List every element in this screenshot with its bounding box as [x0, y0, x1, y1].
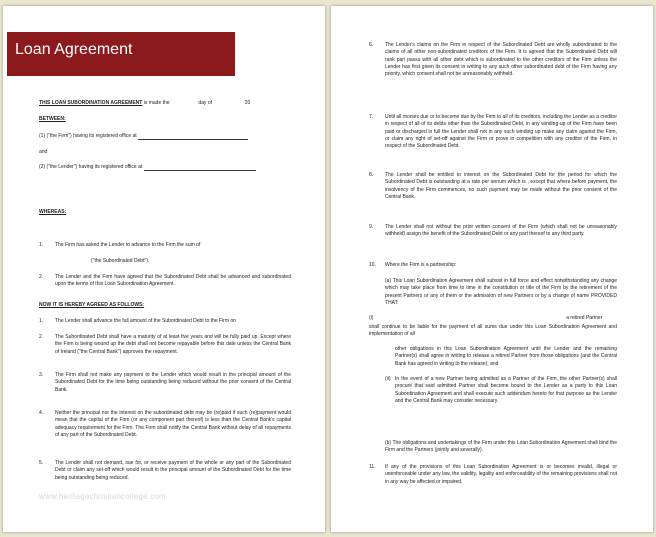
and-text: and [39, 149, 48, 155]
clause-4-text: Neither the principal nor the interest on the subordinated debt may be (re)paid if such (re)payment would mean that the capital of the Firm (or any component part thereof) is less than the Central Bank's capital adequacy requirement for the Firm. The Firm shall notify the Central Bank without delay of all repayments of any part of the Subordinated Debt. [55, 410, 291, 438]
clause-11-text: If any of the provisions of this Loan Subordination Agreement is or becomes invalid, illegal or unenforceable under any law, the validity, legality and enforceability of the remaining provisions shall not in any way be affected or impaired. [385, 464, 617, 485]
clause-10a-text: (a) This Loan Subordination Agreement shall subsist in full force and effect notwithstanding any change which may take place from time to time in the constitution or title of the Firm by the retirement of the present Partners or any of them or the admission of new Partners or by a change of name PROVIDED THAT: [385, 278, 617, 306]
clause-5-num: 5. [39, 460, 44, 466]
document-title: Loan Agreement [7, 32, 235, 76]
clause-8-num: 8. [369, 172, 374, 178]
clause-9-num: 9. [369, 224, 374, 230]
clause-3-num: 3. [39, 372, 44, 378]
clause-1-text: The Lender shall advance the full amount of the Subordinated Debt to the Firm on [55, 318, 236, 324]
clause-2-num: 2. [39, 334, 44, 340]
agreement-intro-line: THIS LOAN SUBORDINATION AGREEMENT is made the day of 20 [39, 100, 251, 106]
clause-10a-i-cont: other obligations in this Loan Subordination Agreement until the Lender and the remaining Partner(s) shall agree in writing to release a retired Partner from those obligations (and the Central Bank has agreed in writing to the release); and [395, 346, 617, 367]
document-page-2 [331, 6, 653, 532]
clause-10a-i-text: shall continue to be liable for the payment of all sums due under this Loan Subordination Agreement and implementation of all [369, 324, 617, 338]
whereas-1-num: 1. [39, 242, 44, 248]
clause-6-num: 6. [369, 42, 374, 48]
firm-party-line: (1) ("the Firm") having its registered office at [39, 133, 248, 140]
whereas-heading: WHEREAS: [39, 209, 67, 215]
whereas-2-text: The Lender and the Firm have agreed that the Subordinated Debt shall be advanced and subordinated upon the terms of this Loan Subordination Agreement. [55, 274, 291, 288]
clause-8-text: The Lender shall be entitled to interest on the Subordinated Debt for the period for which the Subordinated Debt is outstanding at a rate per annum which is , except that where before payment, the insolvency of the Firm commences, no such payment may be made without the prior consent of the Central Bank. [385, 172, 617, 200]
clause-2-text: The Subordinated Debt shall have a maturity of at least five years and will be fully paid up. Except where the Firm is being wound up the debt shall not become repayable before this date unless the Central Bank of Ireland ("the Central Bank") approves the repayment. [55, 334, 291, 355]
clause-10a-i-line: (i) a retired Partner [369, 315, 603, 321]
clause-5-text: The Lender shall not demand, sue for, or receive payment of the whole or any part of the Subordinated Debt or claim any set-off which would result in the principal amount of the Subordinated Debt for the time being outstanding being reduced. [55, 460, 291, 481]
clause-6-text: The Lender's claims on the Firm in respect of the Subordinated Debt are wholly subordinated to the claims of all other non-subordinated creditors of the Firm. It is agreed that the Subordinated Debt will rank pari passu with all other debt which is subordinated to the other creditors of the Firm unless the Lender has first given its consent in writing to any such other subordinated debt of the Firm having any priority, which consent shall not be unreasonably withheld. [385, 42, 617, 78]
lender-party-line: (2) ("the Lender") having its registered office at [39, 164, 256, 171]
clause-3-text: The Firm shall not make any payment to the Lender which would result in the principal amount of the Subordinated Debt for the time being outstanding being reduced without the prior consent of the Central Bank. [55, 372, 291, 393]
watermark-text: www.heritagechristiancollege.com [39, 492, 166, 501]
clause-10-num: 10. [369, 262, 376, 268]
document-page-1 [3, 6, 325, 532]
now-agreed-heading: NOW IT IS HEREBY AGREED AS FOLLOWS: [39, 302, 145, 308]
clause-9-text: The Lender shall not without the prior written consent of the Firm (which shall not be unreasonably withheld) assign the benefit of the Subordinated Debt or any part thereof to any third party. [385, 224, 617, 238]
between-heading: BETWEEN: [39, 116, 66, 122]
clause-7-text: Until all monies due or to become due by the Firm to all of its creditors, including the Lender as a creditor in respect of all of its debts other than the Subordinated Debt, in any winding-up of the Firm have been paid or discharged in full the Lender shall not in any such winding up make any claim against the Firm, or claim any right of set-off against the Firm or prove in competition with any creditor of the Firm, in respect of the Subordinated Debt. [385, 114, 617, 150]
clause-4-num: 4. [39, 410, 44, 416]
clause-7-num: 7. [369, 114, 374, 120]
whereas-2-num: 2. [39, 274, 44, 280]
whereas-1-cont: ("the Subordinated Debt"). [91, 258, 150, 264]
clause-10-text: Where the Firm is a partnership: [385, 262, 457, 268]
clause-10a-ii-text: In the event of a new Partner being admitted as a Partner of the Firm, the other Partner(s) shall procure that said admitted Partner shall become bound to the Lender as a party to this Loan Subordination Agreement and shall execute such addendum hereto for that purpose as the Lender and the Central Bank may consider necessary. [395, 376, 617, 404]
clause-1-num: 1. [39, 318, 44, 324]
clause-10a-ii-num: (ii) [385, 376, 391, 382]
whereas-1-text: The Firm has asked the Lender to advance to the Firm the sum of [55, 242, 201, 248]
clause-11-num: 11. [369, 464, 376, 470]
clause-10b-text: (b) The obligations and undertakings of the Firm under this Loan Subordination Agreement shall bind the Firm and the Partners (jointly and severally). [385, 440, 617, 454]
